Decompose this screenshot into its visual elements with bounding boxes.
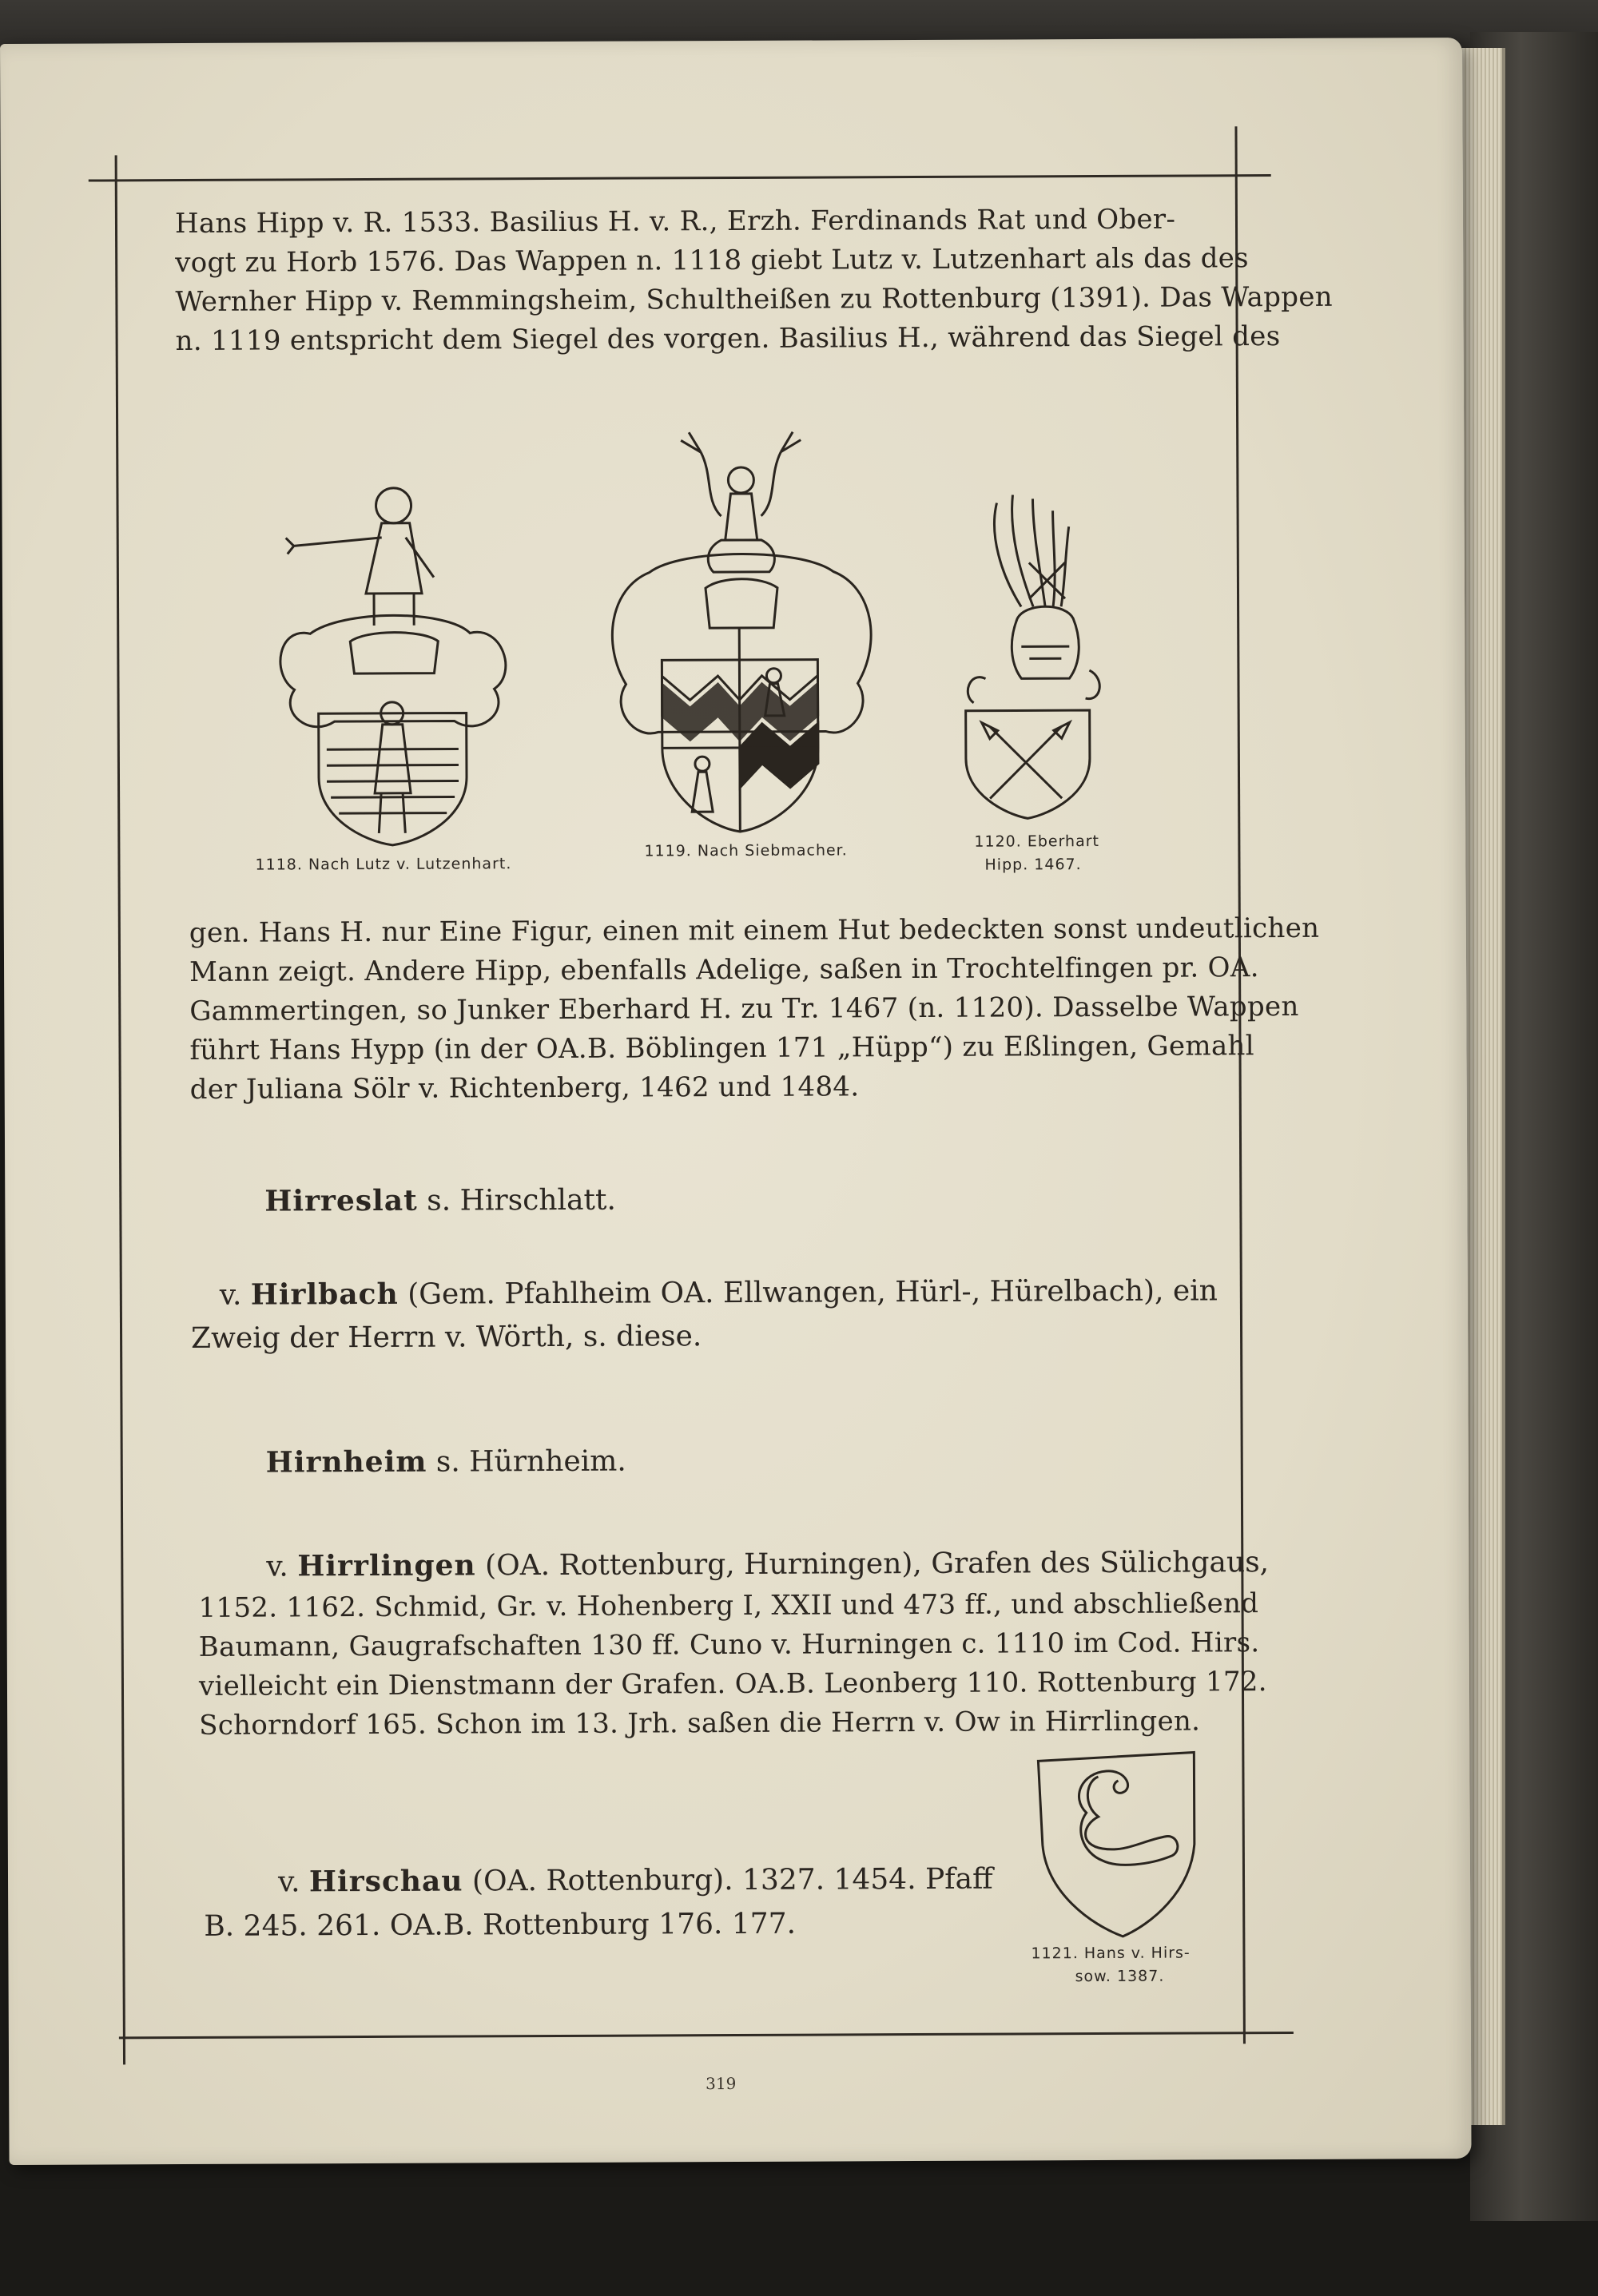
entry-headword: Hirschau [308, 1864, 463, 1899]
entry-headword: Hirrlingen [297, 1548, 476, 1583]
entry-hirschau-line2: B. 245. 261. OA.B. Rottenburg 176. 177. [204, 1907, 797, 1943]
paragraph-mid [189, 909, 1321, 1110]
book-page [0, 38, 1472, 2165]
figure-caption-1121-line2: sow. 1387. [1075, 1967, 1165, 1986]
figure-caption-1118: 1118. Nach Lutz v. Lutzenhart. [255, 855, 512, 874]
frame-left-line [115, 155, 125, 2064]
text-line: Mann zeigt. Andere Hipp, ebenfalls Adelige, saßen in Trochtelfingen pr. OA. [189, 951, 1259, 988]
entry-text: s. Hirschlatt. [417, 1183, 616, 1218]
entry-hirrlingen [266, 1542, 1269, 1587]
paragraph-top [175, 200, 1333, 361]
text-line: n. 1119 entspricht dem Siegel des vorgen. Basilius H., während das Siegel des [175, 320, 1281, 358]
entry-prefix: v. [277, 1865, 310, 1899]
ornate-crest-chevrons-icon [601, 427, 878, 836]
entry-headword: Hirnheim [265, 1444, 427, 1480]
entry-prefix: v. [266, 1550, 298, 1583]
entry-text: s. Hürnheim. [427, 1444, 626, 1479]
figure-caption-1120-line1: 1120. Eberhart [974, 832, 1100, 851]
text-line: Baumann, Gaugrafschaften 130 ff. Cuno v. Hurningen c. 1110 im Cod. Hirs. [198, 1627, 1260, 1663]
entry-prefix: v. [219, 1278, 251, 1312]
text-line: vielleicht ein Dienstmann der Grafen. OA.B. Leonberg 110. Rottenburg 172. [198, 1666, 1267, 1702]
text-line: der Juliana Sölr v. Richtenberg, 1462 und 1484. [189, 1071, 860, 1106]
entry-hirrlingen-body [198, 1584, 1267, 1746]
page-number: 319 [706, 2074, 737, 2094]
text-line: 1152. 1162. Schmid, Gr. v. Hohenberg I, XXII und 473 ff., und abschließend [198, 1587, 1259, 1624]
entry-hirlbach [220, 1270, 1218, 1315]
figure-caption-1119: 1119. Nach Siebmacher. [644, 841, 848, 860]
figure-caption-1121-line1: 1121. Hans v. Hirs- [1031, 1944, 1191, 1963]
crossed-hammers-crest-icon [952, 487, 1106, 823]
entry-headword: Hirreslat [264, 1183, 418, 1218]
entry-text: (OA. Rottenburg). 1327. 1454. Pfaff [463, 1862, 993, 1898]
entry-headword: Hirlbach [250, 1277, 399, 1312]
entry-hirschau [278, 1859, 993, 1903]
text-line: gen. Hans H. nur Eine Figur, einen mit einem Hut bedeckten sonst undeutlichen [189, 912, 1320, 949]
entry-text: (OA. Rottenburg, Hurningen), Grafen des Sülichgaus, [475, 1546, 1270, 1583]
text-line: Gammertingen, so Junker Eberhard H. zu Tr. 1467 (n. 1120). Dasselbe Wappen [189, 990, 1299, 1027]
text-line: führt Hans Hypp (in der OA.B. Böblingen 171 „Hüpp“) zu Eßlingen, Gemahl [189, 1030, 1254, 1067]
text-line: vogt zu Horb 1576. Das Wappen n. 1118 giebt Lutz v. Lutzenhart als das des [175, 242, 1249, 280]
frame-bottom-line [119, 2032, 1294, 2039]
entry-text: (Gem. Pfahlheim OA. Ellwangen, Hürl-, Hürelbach), ein [398, 1274, 1218, 1311]
text-line: Schorndorf 165. Schon im 13. Jrh. saßen die Herrn v. Ow in Hirrlingen. [199, 1705, 1201, 1742]
figure-caption-1120-line2: Hipp. 1467. [984, 856, 1082, 874]
entry-hirlbach-line2: Zweig der Herrn v. Wörth, s. diese. [190, 1320, 702, 1355]
text-line: Wernher Hipp v. Remmingsheim, Schultheißen zu Rottenburg (1391). Das Wappen [175, 280, 1333, 319]
helmeted-crest-with-figure-icon [261, 473, 519, 849]
entry-hirreslat [264, 1180, 616, 1222]
text-line: Hans Hipp v. R. 1533. Basilius H. v. R., Erzh. Ferdinands Rat und Ober- [174, 203, 1176, 240]
entry-hirnheim [266, 1441, 626, 1484]
frame-top-line [89, 174, 1271, 181]
hat-crest-icon [1038, 1748, 1198, 1940]
